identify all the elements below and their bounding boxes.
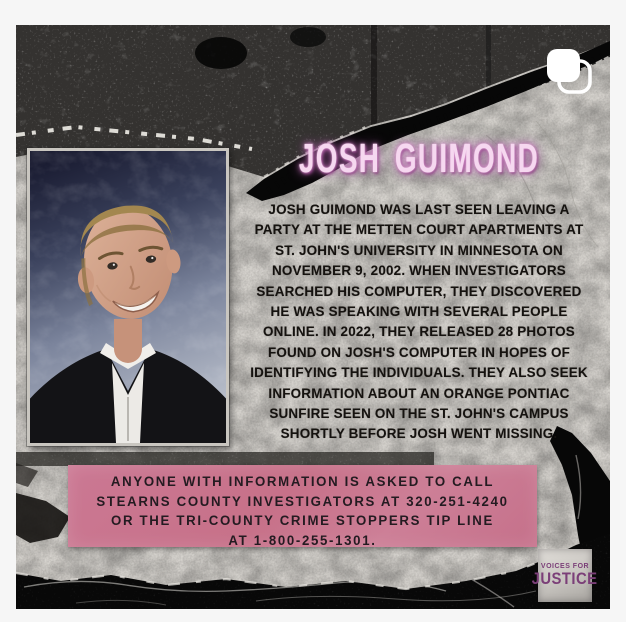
description-line: ONLINE. IN 2022, THEY RELEASED 28 PHOTOS (263, 323, 575, 340)
description-line: IDENTIFYING THE INDIVIDUALS. THEY ALSO SEEK (250, 364, 588, 381)
logo-text-bottom: JUSTICE (532, 570, 598, 588)
description-line: ST. JOHN'S UNIVERSITY IN MINNESOTA ON (275, 241, 563, 258)
portrait-photo (27, 148, 229, 446)
description-line: HE WAS SPEAKING WITH SEVERAL PEOPLE (270, 303, 568, 320)
description-line: SHORTLY BEFORE JOSH WENT MISSING. (280, 425, 558, 442)
description-line: FOUND ON JOSH'S COMPUTER IN HOPES OF (267, 343, 571, 360)
description-line: SEARCHED HIS COMPUTER, THEY DISCOVERED (256, 282, 582, 299)
banner-line: AT 1-800-255-1301. (228, 532, 377, 548)
description-line: SUNFIRE SEEN ON THE ST. JOHN'S CAMPUS (269, 405, 569, 422)
description-line: NOVEMBER 9, 2002. WHEN INVESTIGATORS (272, 262, 566, 279)
description-line: JOSH GUIMOND WAS LAST SEEN LEAVING A (268, 201, 570, 217)
case-description (229, 199, 609, 444)
banner-line: STEARNS COUNTY INVESTIGATORS AT 320-251-4240 (96, 493, 509, 509)
description-line: PARTY AT THE METTEN COURT APARTMENTS AT (254, 221, 584, 238)
voices-for-justice-logo (532, 549, 598, 602)
carousel-icon (546, 48, 594, 96)
logo-text-top: VOICES FOR (540, 563, 590, 570)
post-title: JOSH GUIMOND (298, 135, 540, 181)
banner-line: ANYONE WITH INFORMATION IS ASKED TO CALL (110, 474, 495, 489)
missing-person-post (16, 25, 610, 609)
banner-line: OR THE TRI-COUNTY CRIME STOPPERS TIP LINE (111, 513, 494, 528)
contact-banner (68, 465, 537, 547)
description-line: INFORMATION ABOUT AN ORANGE PONTIAC (268, 384, 570, 401)
